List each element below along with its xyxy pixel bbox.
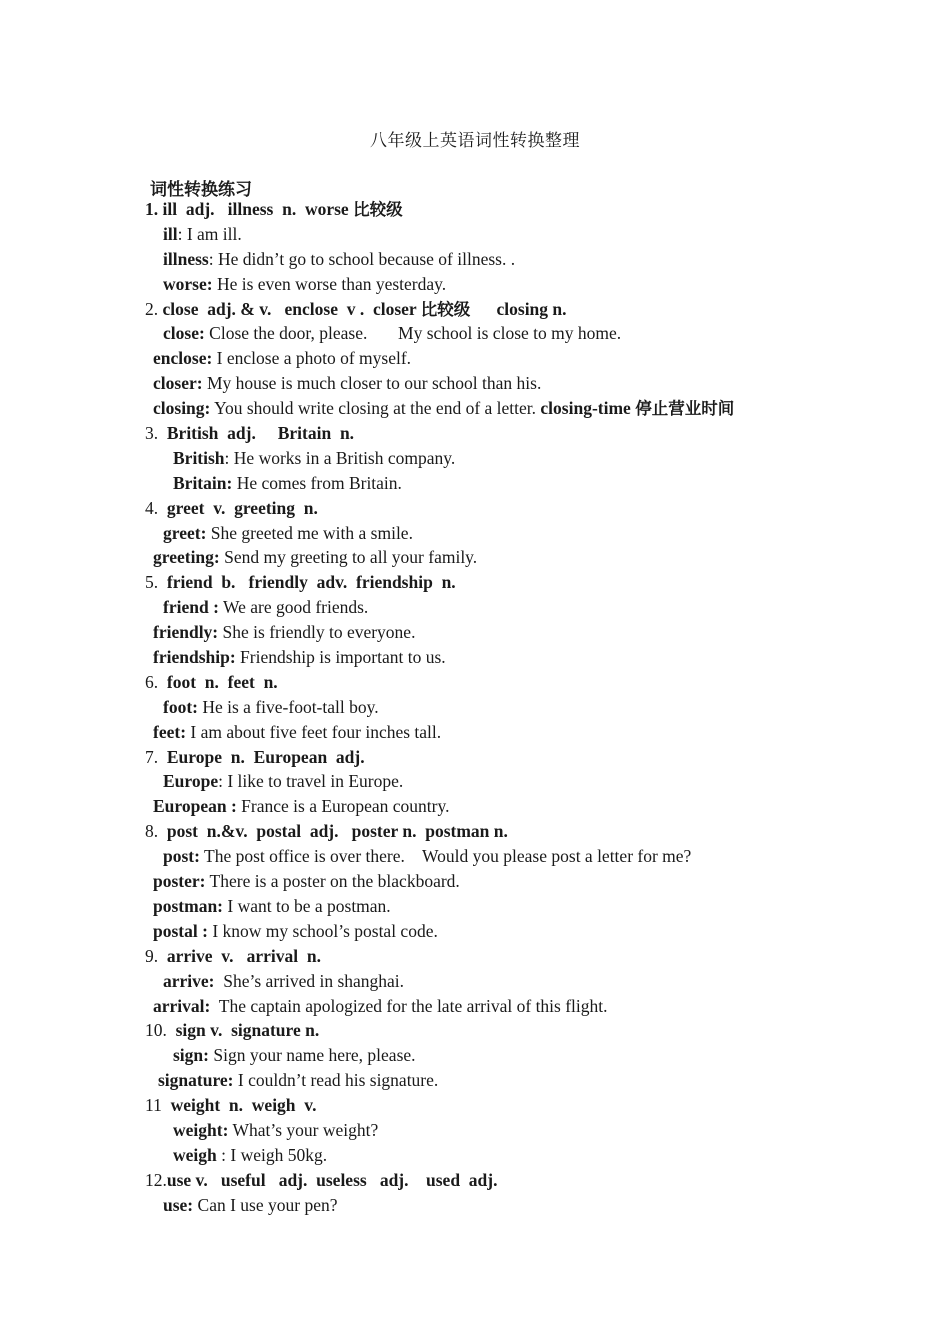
bold-term: friend b. friendly adv. friendship n. xyxy=(166,572,456,593)
example-text: You should write closing at the end of a letter. xyxy=(210,398,541,419)
bold-term: 停止营业时间 xyxy=(635,399,735,419)
bold-term: Europe n. European adj. xyxy=(166,746,365,767)
text-line xyxy=(0,545,950,570)
example-text: 9. xyxy=(145,945,167,966)
bold-term: greeting: xyxy=(153,547,220,568)
example-text: Friendship is important to us. xyxy=(235,647,446,668)
example-text: 7. xyxy=(145,746,167,767)
text-line xyxy=(0,396,950,421)
example-text: He comes from Britain. xyxy=(232,472,402,493)
example-text: I couldn’t read his signature. xyxy=(233,1070,439,1091)
text-line xyxy=(0,321,950,346)
text-line xyxy=(0,620,950,645)
text-line xyxy=(0,794,950,819)
bold-term: European : xyxy=(153,796,237,817)
bold-term: postman: xyxy=(153,895,224,916)
text-line xyxy=(0,969,950,994)
bold-term: close adj. & v. enclose v . closer xyxy=(162,298,421,319)
example-text: She greeted me with a smile. xyxy=(206,522,413,543)
example-text: She is friendly to everyone. xyxy=(218,622,416,643)
example-text: : I am ill. xyxy=(177,223,242,244)
example-text: 4. xyxy=(145,497,167,518)
text-line xyxy=(0,496,950,521)
text-line xyxy=(0,919,950,944)
example-text: 8. xyxy=(145,821,167,842)
bold-term: sign v. signature n. xyxy=(175,1020,320,1041)
example-text: : I like to travel in Europe. xyxy=(218,771,404,792)
text-line xyxy=(0,297,950,322)
text-line xyxy=(0,844,950,869)
text-line xyxy=(0,570,950,595)
text-line xyxy=(0,670,950,695)
bold-term: friendly: xyxy=(153,622,219,643)
example-text: I know my school’s postal code. xyxy=(207,920,438,941)
bold-term: 比较级 xyxy=(420,299,471,319)
bold-term: weight n. weigh v. xyxy=(170,1095,317,1116)
text-line xyxy=(0,1118,950,1143)
example-text: Sign your name here, please. xyxy=(208,1045,416,1066)
bold-term: signature: xyxy=(158,1070,234,1091)
text-line xyxy=(0,346,950,371)
bold-term: closing n. xyxy=(470,298,567,319)
bold-term: enclose: xyxy=(153,348,213,369)
vocabulary-list xyxy=(0,197,950,1218)
example-text: I want to be a postman. xyxy=(223,895,391,916)
bold-term: worse: xyxy=(163,273,213,294)
text-line xyxy=(0,745,950,770)
example-text: My house is much closer to our school than his. xyxy=(202,373,542,394)
text-line xyxy=(0,994,950,1019)
example-text: Can I use your pen? xyxy=(193,1194,338,1215)
bold-term: close: xyxy=(163,323,205,344)
text-line xyxy=(0,222,950,247)
example-text: 12. xyxy=(145,1169,167,1190)
example-text: What’s your weight? xyxy=(228,1119,379,1140)
text-line xyxy=(0,446,950,471)
text-line xyxy=(0,197,950,222)
example-text: 10. xyxy=(145,1020,176,1041)
example-text: The captain apologized for the late arrival of this flight. xyxy=(210,995,608,1016)
text-line xyxy=(0,1068,950,1093)
bold-term: foot n. feet n. xyxy=(166,671,278,692)
bold-term: friend : xyxy=(163,597,219,618)
example-text: Send my greeting to all your family. xyxy=(219,547,478,568)
example-text: : He didn’t go to school because of illness. . xyxy=(208,248,516,269)
example-text: 5. xyxy=(145,572,167,593)
text-line xyxy=(0,521,950,546)
text-line xyxy=(0,371,950,396)
text-line xyxy=(0,471,950,496)
text-line xyxy=(0,1143,950,1168)
example-text: 6. xyxy=(145,671,167,692)
bold-term: post: xyxy=(163,846,200,867)
example-text: I am about five feet four inches tall. xyxy=(186,721,442,742)
bold-term: closer: xyxy=(153,373,203,394)
example-text: She’s arrived in shanghai. xyxy=(214,970,405,991)
bold-term: feet: xyxy=(153,721,187,742)
example-text: He is a five-foot-tall boy. xyxy=(197,696,379,717)
bold-term: closing-time xyxy=(540,398,636,419)
bold-term: greet: xyxy=(163,522,207,543)
text-line xyxy=(0,819,950,844)
text-line xyxy=(0,1093,950,1118)
example-text: We are good friends. xyxy=(218,597,369,618)
example-text: : He works in a British company. xyxy=(224,447,456,468)
text-line xyxy=(0,869,950,894)
example-text: He is even worse than yesterday. xyxy=(212,273,447,294)
bold-term: use: xyxy=(163,1194,194,1215)
text-line xyxy=(0,1018,950,1043)
bold-term: use v. useful adj. useless adj. used adj. xyxy=(166,1169,498,1190)
example-text: I enclose a photo of myself. xyxy=(212,348,412,369)
section-subtitle: 词性转换练习 xyxy=(150,180,252,200)
text-line xyxy=(0,894,950,919)
example-text: Close the door, please. My school is close to my home. xyxy=(204,323,622,344)
text-line xyxy=(0,645,950,670)
text-line xyxy=(0,720,950,745)
text-line xyxy=(0,1193,950,1218)
example-text: : I weigh 50kg. xyxy=(216,1144,328,1165)
document-title: 八年级上英语词性转换整理 xyxy=(370,131,580,151)
text-line xyxy=(0,421,950,446)
bold-term: Europe xyxy=(163,771,219,792)
example-text: There is a poster on the blackboard. xyxy=(205,871,460,892)
bold-term: closing: xyxy=(153,398,211,419)
bold-term: sign: xyxy=(173,1045,209,1066)
bold-term: ill xyxy=(163,223,178,244)
bold-term: poster: xyxy=(153,871,206,892)
example-text: The post office is over there. Would you please post a letter for me? xyxy=(199,846,692,867)
text-line xyxy=(0,247,950,272)
bold-term: arrive: xyxy=(163,970,215,991)
bold-term: weight: xyxy=(173,1119,229,1140)
bold-term: post n.&v. postal adj. poster n. postman n. xyxy=(166,821,508,842)
example-text: 11 xyxy=(145,1095,171,1116)
bold-term: illness xyxy=(163,248,209,269)
bold-term: 1. ill adj. illness n. worse xyxy=(145,199,354,219)
text-line xyxy=(0,769,950,794)
bold-term: postal : xyxy=(153,920,208,941)
bold-term: foot: xyxy=(163,696,198,717)
text-line xyxy=(0,1043,950,1068)
bold-term: British xyxy=(173,447,225,468)
text-line xyxy=(0,595,950,620)
bold-term: arrival: xyxy=(153,995,211,1016)
text-line xyxy=(0,695,950,720)
bold-term: Britain: xyxy=(173,472,233,493)
bold-term: friendship: xyxy=(153,647,236,668)
bold-term: weigh xyxy=(173,1144,217,1165)
text-line xyxy=(0,944,950,969)
bold-term: arrive v. arrival n. xyxy=(166,945,321,966)
example-text: 2. xyxy=(145,298,163,319)
bold-term: greet v. greeting n. xyxy=(166,497,318,518)
bold-term: British adj. Britain n. xyxy=(166,423,355,444)
text-line xyxy=(0,272,950,297)
example-text: 3. xyxy=(145,423,167,444)
bold-term: 比较级 xyxy=(353,200,403,219)
example-text: France is a European country. xyxy=(236,796,450,817)
text-line xyxy=(0,1168,950,1193)
